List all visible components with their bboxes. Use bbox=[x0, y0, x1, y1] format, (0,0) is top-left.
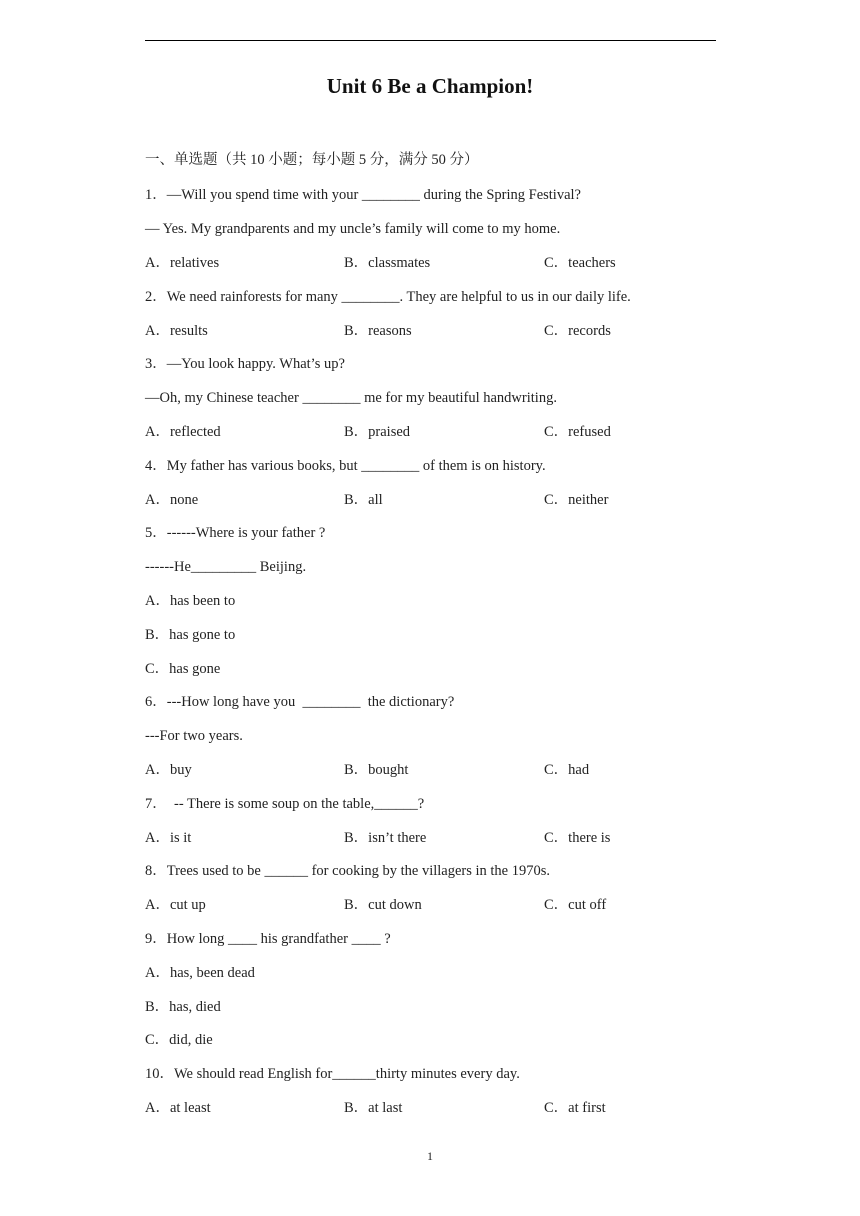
q9-option-a: A．has, been dead bbox=[145, 965, 255, 981]
question-1-stem: 1．—Will you spend time with your ________ during the Spring Festival? bbox=[145, 187, 581, 203]
q2-option-b: B．reasons bbox=[344, 323, 412, 339]
q9-option-b: B．has, died bbox=[145, 999, 221, 1015]
q8-option-b: B．cut down bbox=[344, 897, 422, 913]
q3-option-b: B．praised bbox=[344, 424, 411, 440]
q7-option-c: C．there is bbox=[544, 830, 611, 846]
q10-option-b: B．at last bbox=[344, 1100, 403, 1116]
question-3-stem: 3．—You look happy. What’s up? bbox=[145, 356, 345, 372]
question-7-stem: 7． -- There is some soup on the table,______? bbox=[145, 796, 425, 812]
q1-option-b: B．classmates bbox=[344, 255, 431, 271]
question-5-stem: 5．------Where is your father ? bbox=[145, 525, 326, 541]
q2-option-a: A．results bbox=[145, 323, 208, 339]
section-header: 一、单选题（共 10 小题；每小题 5 分，满分 50 分） bbox=[145, 152, 479, 168]
q7-option-a: A．is it bbox=[145, 830, 192, 846]
q4-option-a: A．none bbox=[145, 492, 199, 508]
question-1-reply: — Yes. My grandparents and my uncle’s family will come to my home. bbox=[145, 221, 561, 237]
q7-option-b: B．isn’t there bbox=[344, 830, 427, 846]
q1-option-c: C．teachers bbox=[544, 255, 616, 271]
q8-option-a: A．cut up bbox=[145, 897, 206, 913]
page-title: Unit 6 Be a Champion! bbox=[326, 74, 534, 98]
question-9-stem: 9．How long ____ his grandfather ____ ? bbox=[145, 931, 391, 947]
question-3-reply: —Oh, my Chinese teacher ________ me for my beautiful handwriting. bbox=[145, 390, 557, 406]
q4-option-c: C．neither bbox=[544, 492, 609, 508]
header-rule bbox=[145, 40, 716, 41]
q3-option-c: C．refused bbox=[544, 424, 611, 440]
q10-option-a: A．at least bbox=[145, 1100, 211, 1116]
q5-option-c: C．has gone bbox=[145, 661, 221, 677]
q5-option-b: B．has gone to bbox=[145, 627, 236, 643]
question-5-reply: ------He_________ Beijing. bbox=[145, 559, 307, 575]
q8-option-c: C．cut off bbox=[544, 897, 607, 913]
q1-option-a: A．relatives bbox=[145, 255, 220, 271]
question-2-stem: 2．We need rainforests for many ________. They are helpful to us in our daily life. bbox=[145, 289, 631, 305]
q4-option-b: B．all bbox=[344, 492, 383, 508]
question-6-stem: 6．---How long have you ________ the dictionary? bbox=[145, 694, 455, 710]
q6-option-a: A．buy bbox=[145, 762, 192, 778]
q5-option-a: A．has been to bbox=[145, 593, 236, 609]
q3-option-a: A．reflected bbox=[145, 424, 221, 440]
question-6-reply: ---For two years. bbox=[145, 728, 243, 744]
q6-option-c: C．had bbox=[544, 762, 590, 778]
question-4-stem: 4．My father has various books, but ________ of them is on history. bbox=[145, 458, 546, 474]
q9-option-c: C．did, die bbox=[145, 1032, 213, 1048]
q2-option-c: C．records bbox=[544, 323, 611, 339]
q10-option-c: C．at first bbox=[544, 1100, 606, 1116]
page-number: 1 bbox=[427, 1149, 433, 1163]
q6-option-b: B．bought bbox=[344, 762, 409, 778]
question-8-stem: 8．Trees used to be ______ for cooking by the villagers in the 1970s. bbox=[145, 863, 551, 879]
question-10-stem: 10．We should read English for______thirty minutes every day. bbox=[145, 1066, 520, 1082]
